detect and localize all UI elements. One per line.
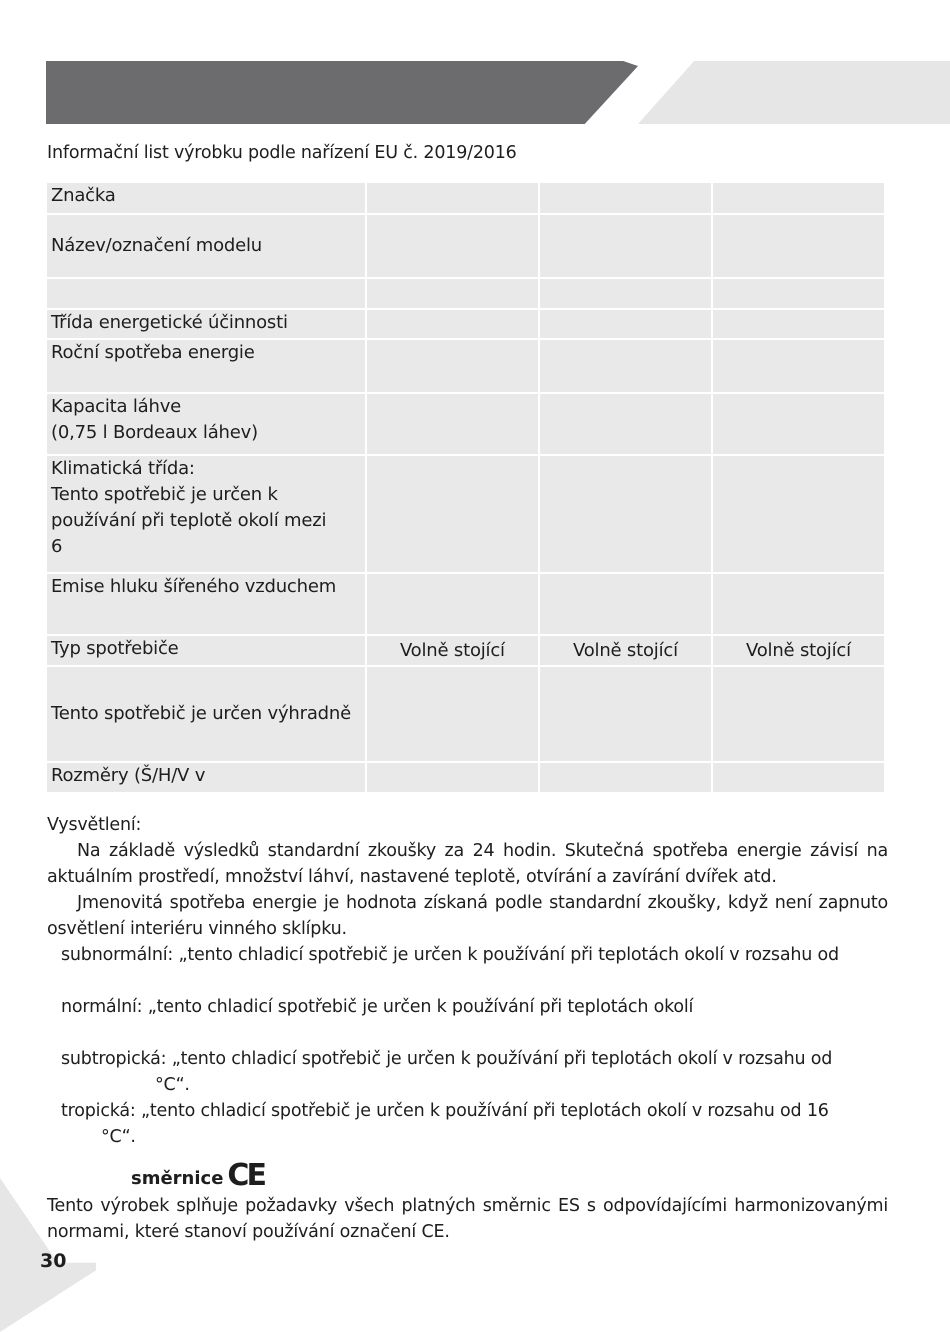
row-value — [367, 340, 538, 392]
legend-note-1: Na základě výsledků standardní zkoušky za 24 hodin. Skutečná spotřeba energie závisí na aktuálním prostředí, množství láhví, nastavené teplotě, otvírání a zavírání dvířek atd. — [47, 841, 888, 887]
legend-note-2: Jmenovitá spotřeba energie je hodnota získaná podle standardní zkoušky, když není zapnuto osvětlení interiéru vinného sklípku. — [47, 893, 888, 939]
ce-compliance-text: Tento výrobek splňuje požadavky všech platných směrnic ES s odpovídajícími harmonizovanými normami, které stanoví používání označení CE. — [47, 1196, 888, 1242]
table-row — [47, 636, 884, 665]
row-value — [367, 456, 538, 572]
ce-heading — [131, 1152, 264, 1192]
row-value: Volně stojící — [713, 636, 884, 665]
page-number: 30 — [40, 1250, 67, 1272]
header-band-light — [638, 61, 950, 124]
row-label: Rozměry (Š/H/V v — [47, 763, 365, 792]
climate-normal: normální: „tento chladicí spotřebič je určen k používání při teplotách okolí — [61, 997, 694, 1017]
product-info-table — [45, 181, 886, 794]
header-band-dark — [46, 61, 638, 124]
row-value — [367, 394, 538, 454]
climate-subtropical-end: °C“. — [155, 1075, 190, 1095]
legend-title: Vysvětlení: — [47, 815, 142, 835]
row-value — [713, 279, 884, 308]
row-value — [367, 763, 538, 792]
table-row — [47, 310, 884, 338]
table-row — [47, 763, 884, 792]
row-value — [713, 394, 884, 454]
table-row — [47, 394, 884, 454]
page-title: Informační list výrobku podle nařízení EU č. 2019/2016 — [47, 143, 517, 163]
row-label: Roční spotřeba energie — [47, 340, 365, 392]
row-value — [713, 310, 884, 338]
table-row — [47, 183, 884, 213]
row-value — [540, 279, 711, 308]
row-value — [540, 183, 711, 213]
row-value — [540, 574, 711, 634]
row-value — [713, 456, 884, 572]
climate-tropical: tropická: „tento chladicí spotřebič je určen k používání při teplotách okolí v rozsahu od 16 — [61, 1101, 829, 1121]
row-value — [540, 310, 711, 338]
ce-mark-icon: CE — [227, 1158, 264, 1193]
table-row — [47, 215, 884, 277]
row-value — [713, 574, 884, 634]
table-row — [47, 279, 884, 308]
table-row — [47, 574, 884, 634]
row-value — [367, 574, 538, 634]
row-value — [713, 340, 884, 392]
row-label: Značka — [47, 183, 365, 213]
row-value — [713, 183, 884, 213]
row-value — [540, 340, 711, 392]
row-value — [713, 667, 884, 761]
row-value: Volně stojící — [540, 636, 711, 665]
ce-label: směrnice — [131, 1168, 224, 1189]
row-label: Klimatická třída: Tento spotřebič je určen k používání při teplotě okolí mezi 6 — [47, 456, 365, 572]
row-label: Kapacita láhve (0,75 l Bordeaux láhev) — [47, 394, 365, 454]
row-value — [367, 279, 538, 308]
row-value — [367, 183, 538, 213]
row-value — [367, 310, 538, 338]
row-value — [713, 763, 884, 792]
row-value — [713, 215, 884, 277]
table-row — [47, 667, 884, 761]
row-value — [540, 667, 711, 761]
row-value — [540, 215, 711, 277]
row-label: Emise hluku šířeného vzduchem — [47, 574, 365, 634]
table-row — [47, 456, 884, 572]
row-value: Volně stojící — [367, 636, 538, 665]
row-label: Třída energetické účinnosti — [47, 310, 365, 338]
row-label: Název/označení modelu — [47, 215, 365, 277]
climate-subtropical: subtropická: „tento chladicí spotřebič je určen k používání při teplotách okolí v rozsahu od — [61, 1049, 833, 1069]
row-value — [367, 215, 538, 277]
row-label: Tento spotřebič je určen výhradně — [47, 667, 365, 761]
row-value — [540, 763, 711, 792]
row-value — [367, 667, 538, 761]
row-label: Typ spotřebiče — [47, 636, 365, 665]
row-label — [47, 279, 365, 308]
legend — [47, 812, 888, 1150]
table-row — [47, 340, 884, 392]
row-value — [540, 394, 711, 454]
climate-subnormal: subnormální: „tento chladicí spotřebič je určen k používání při teplotách okolí v rozsahu od — [61, 945, 839, 965]
climate-tropical-end: °C“. — [101, 1127, 136, 1147]
row-value — [540, 456, 711, 572]
